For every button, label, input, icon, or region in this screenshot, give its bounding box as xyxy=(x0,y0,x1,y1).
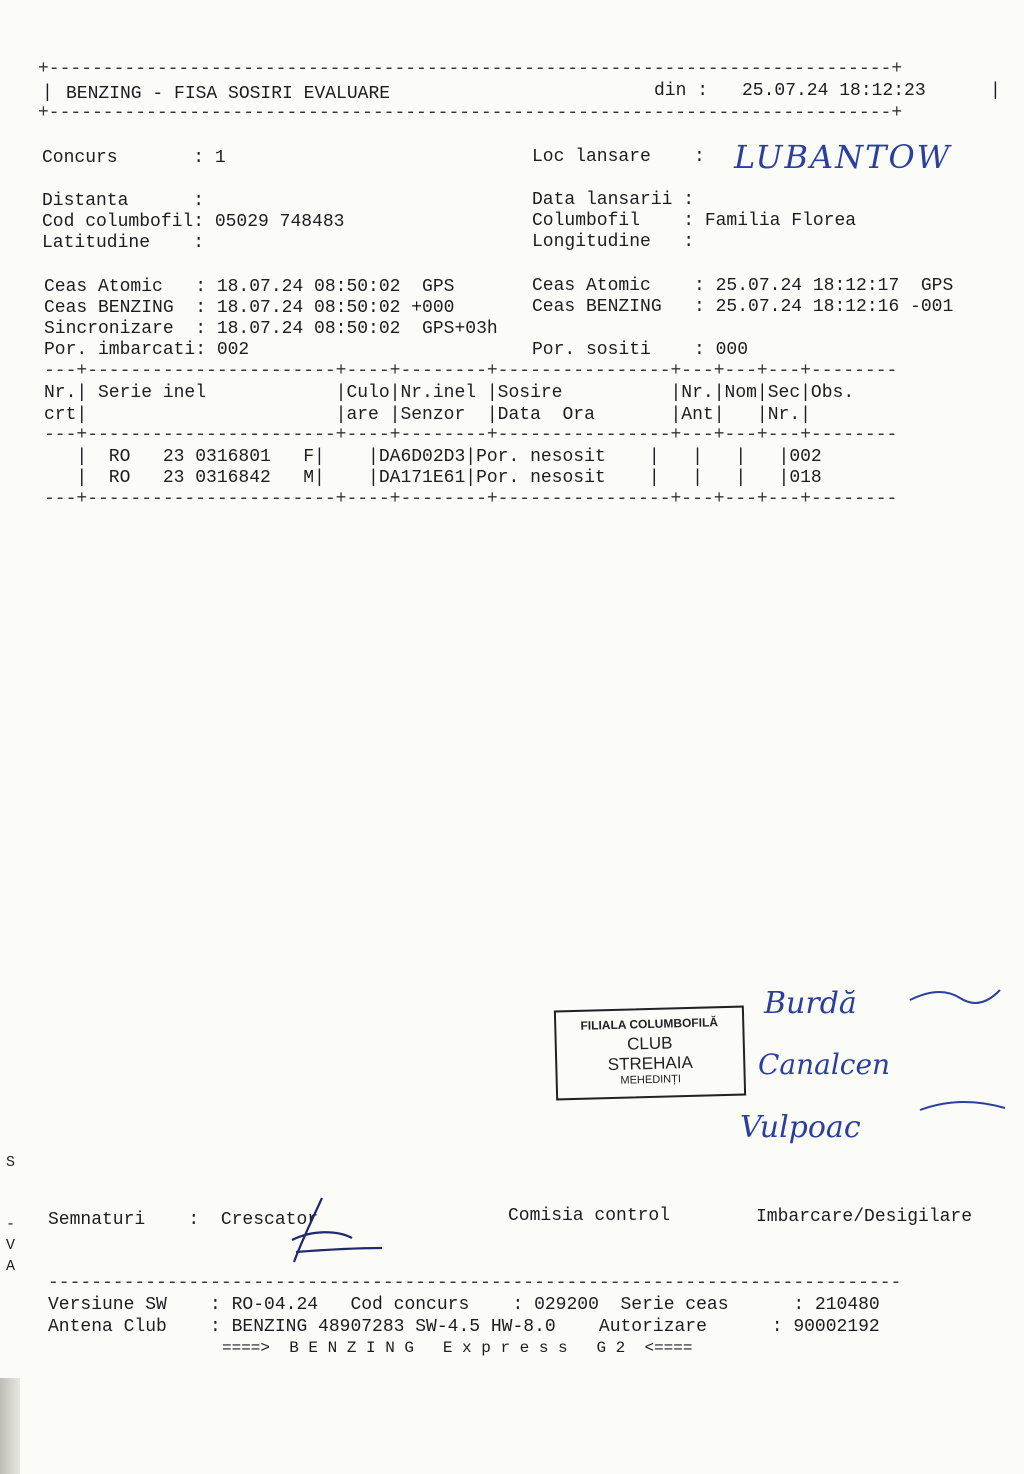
stamp-line-3: STREHAIA xyxy=(607,1052,694,1075)
latitudine-field: Latitudine : xyxy=(42,233,205,253)
columbofil-field: Columbofil : Familia Florea xyxy=(532,211,857,231)
header-title: BENZING - FISA SOSIRI EVALUARE xyxy=(66,84,391,104)
crescator-signature-scribble xyxy=(282,1190,392,1270)
right-ceas-atomic: Ceas Atomic : 25.07.24 18:12:17 GPS xyxy=(532,276,954,296)
longitudine-field: Longitudine : xyxy=(532,232,695,252)
concurs-field: Concurs : 1 xyxy=(42,148,226,168)
footer-antena-line: Antena Club : BENZING 48907283 SW-4.5 HW-8.0 Autorizare : 90002192 xyxy=(48,1317,880,1337)
footer-brand-line: ====> B E N Z I N G E x p r e s s G 2 <==== xyxy=(222,1339,693,1357)
distanta-field: Distanta : xyxy=(42,191,205,211)
loc-lansare-field: Loc lansare : xyxy=(532,147,705,167)
footer-separator: ------------------------------------------------------------------------------- xyxy=(48,1276,902,1290)
handwritten-signature-3: Vulpoac xyxy=(740,1110,861,1145)
header-bottom-border: +------------------------------------------------------------------------------+ xyxy=(38,106,903,120)
stamp-line-4: MEHEDINȚI xyxy=(620,1073,682,1087)
table-header-border: ---+-----------------------+----+--------+----------------+---+---+---+-------- xyxy=(44,428,898,442)
right-ceas-benzing: Ceas BENZING : 25.07.24 18:12:16 -001 xyxy=(532,297,954,317)
left-ceas-benzing: Ceas BENZING : 18.07.24 08:50:02 +000 xyxy=(44,298,455,318)
header-din-label: din : xyxy=(654,81,709,101)
handwritten-signature-1: Burdă xyxy=(764,986,857,1021)
table-row: | RO 23 0316842 M| |DA171E61|Por. nesosit | | | |018 xyxy=(44,468,822,488)
handwritten-signature-2: Canalcen xyxy=(758,1048,891,1081)
cod-columbofil-field: Cod columbofil: 05029 748483 xyxy=(42,212,345,232)
club-stamp xyxy=(554,1006,746,1101)
table-bottom-border: ---+-----------------------+----+--------+----------------+---+---+---+-------- xyxy=(44,492,898,506)
margin-mark-v: V xyxy=(6,1237,16,1254)
handwritten-flourish xyxy=(900,980,1010,1120)
left-por-imbarcati: Por. imbarcati: 002 xyxy=(44,340,250,360)
header-right-bar: | xyxy=(990,81,1001,101)
header-top-border: +------------------------------------------------------------------------------+ xyxy=(38,62,903,76)
loc-lansare-handwritten: LUBANTOW xyxy=(734,138,952,176)
comisia-control-label: Comisia control xyxy=(508,1206,671,1226)
data-lansarii-field: Data lansarii : xyxy=(532,190,695,210)
header-din-value: 25.07.24 18:12:23 xyxy=(742,81,926,101)
footer-versiune-line: Versiune SW : RO-04.24 Cod concurs : 029200 Serie ceas : 210480 xyxy=(48,1295,880,1315)
table-row: | RO 23 0316801 F| |DA6D02D3|Por. nesosit | | | |002 xyxy=(44,447,822,467)
table-header-line2: crt| |are |Senzor |Data Ora |Ant| |Nr.| xyxy=(44,405,811,425)
margin-mark-s: S xyxy=(6,1154,16,1171)
right-por-sositi: Por. sositi : 000 xyxy=(532,340,749,360)
imbarcare-desigilare-label: Imbarcare/Desigilare xyxy=(756,1207,973,1227)
semnaturi-field: Semnaturi : Crescator xyxy=(48,1210,319,1230)
margin-mark-a: A xyxy=(6,1258,16,1275)
header-left-bar: | xyxy=(42,83,53,103)
left-ceas-atomic: Ceas Atomic : 18.07.24 08:50:02 GPS xyxy=(44,277,455,297)
margin-mark-dash: - xyxy=(6,1216,16,1233)
stamp-line-1: FILIALA COLUMBOFILĂ xyxy=(580,1015,719,1033)
left-sincronizare: Sincronizare : 18.07.24 08:50:02 GPS+03h xyxy=(44,319,498,339)
stamp-line-2: CLUB xyxy=(626,1033,673,1054)
table-top-border: ---+-----------------------+----+--------+----------------+---+---+---+-------- xyxy=(44,364,898,378)
scan-edge-mark xyxy=(0,1378,20,1474)
table-header-line1: Nr.| Serie inel |Culo|Nr.inel |Sosire |Nr.|Nom|Sec|Obs. xyxy=(44,383,855,403)
